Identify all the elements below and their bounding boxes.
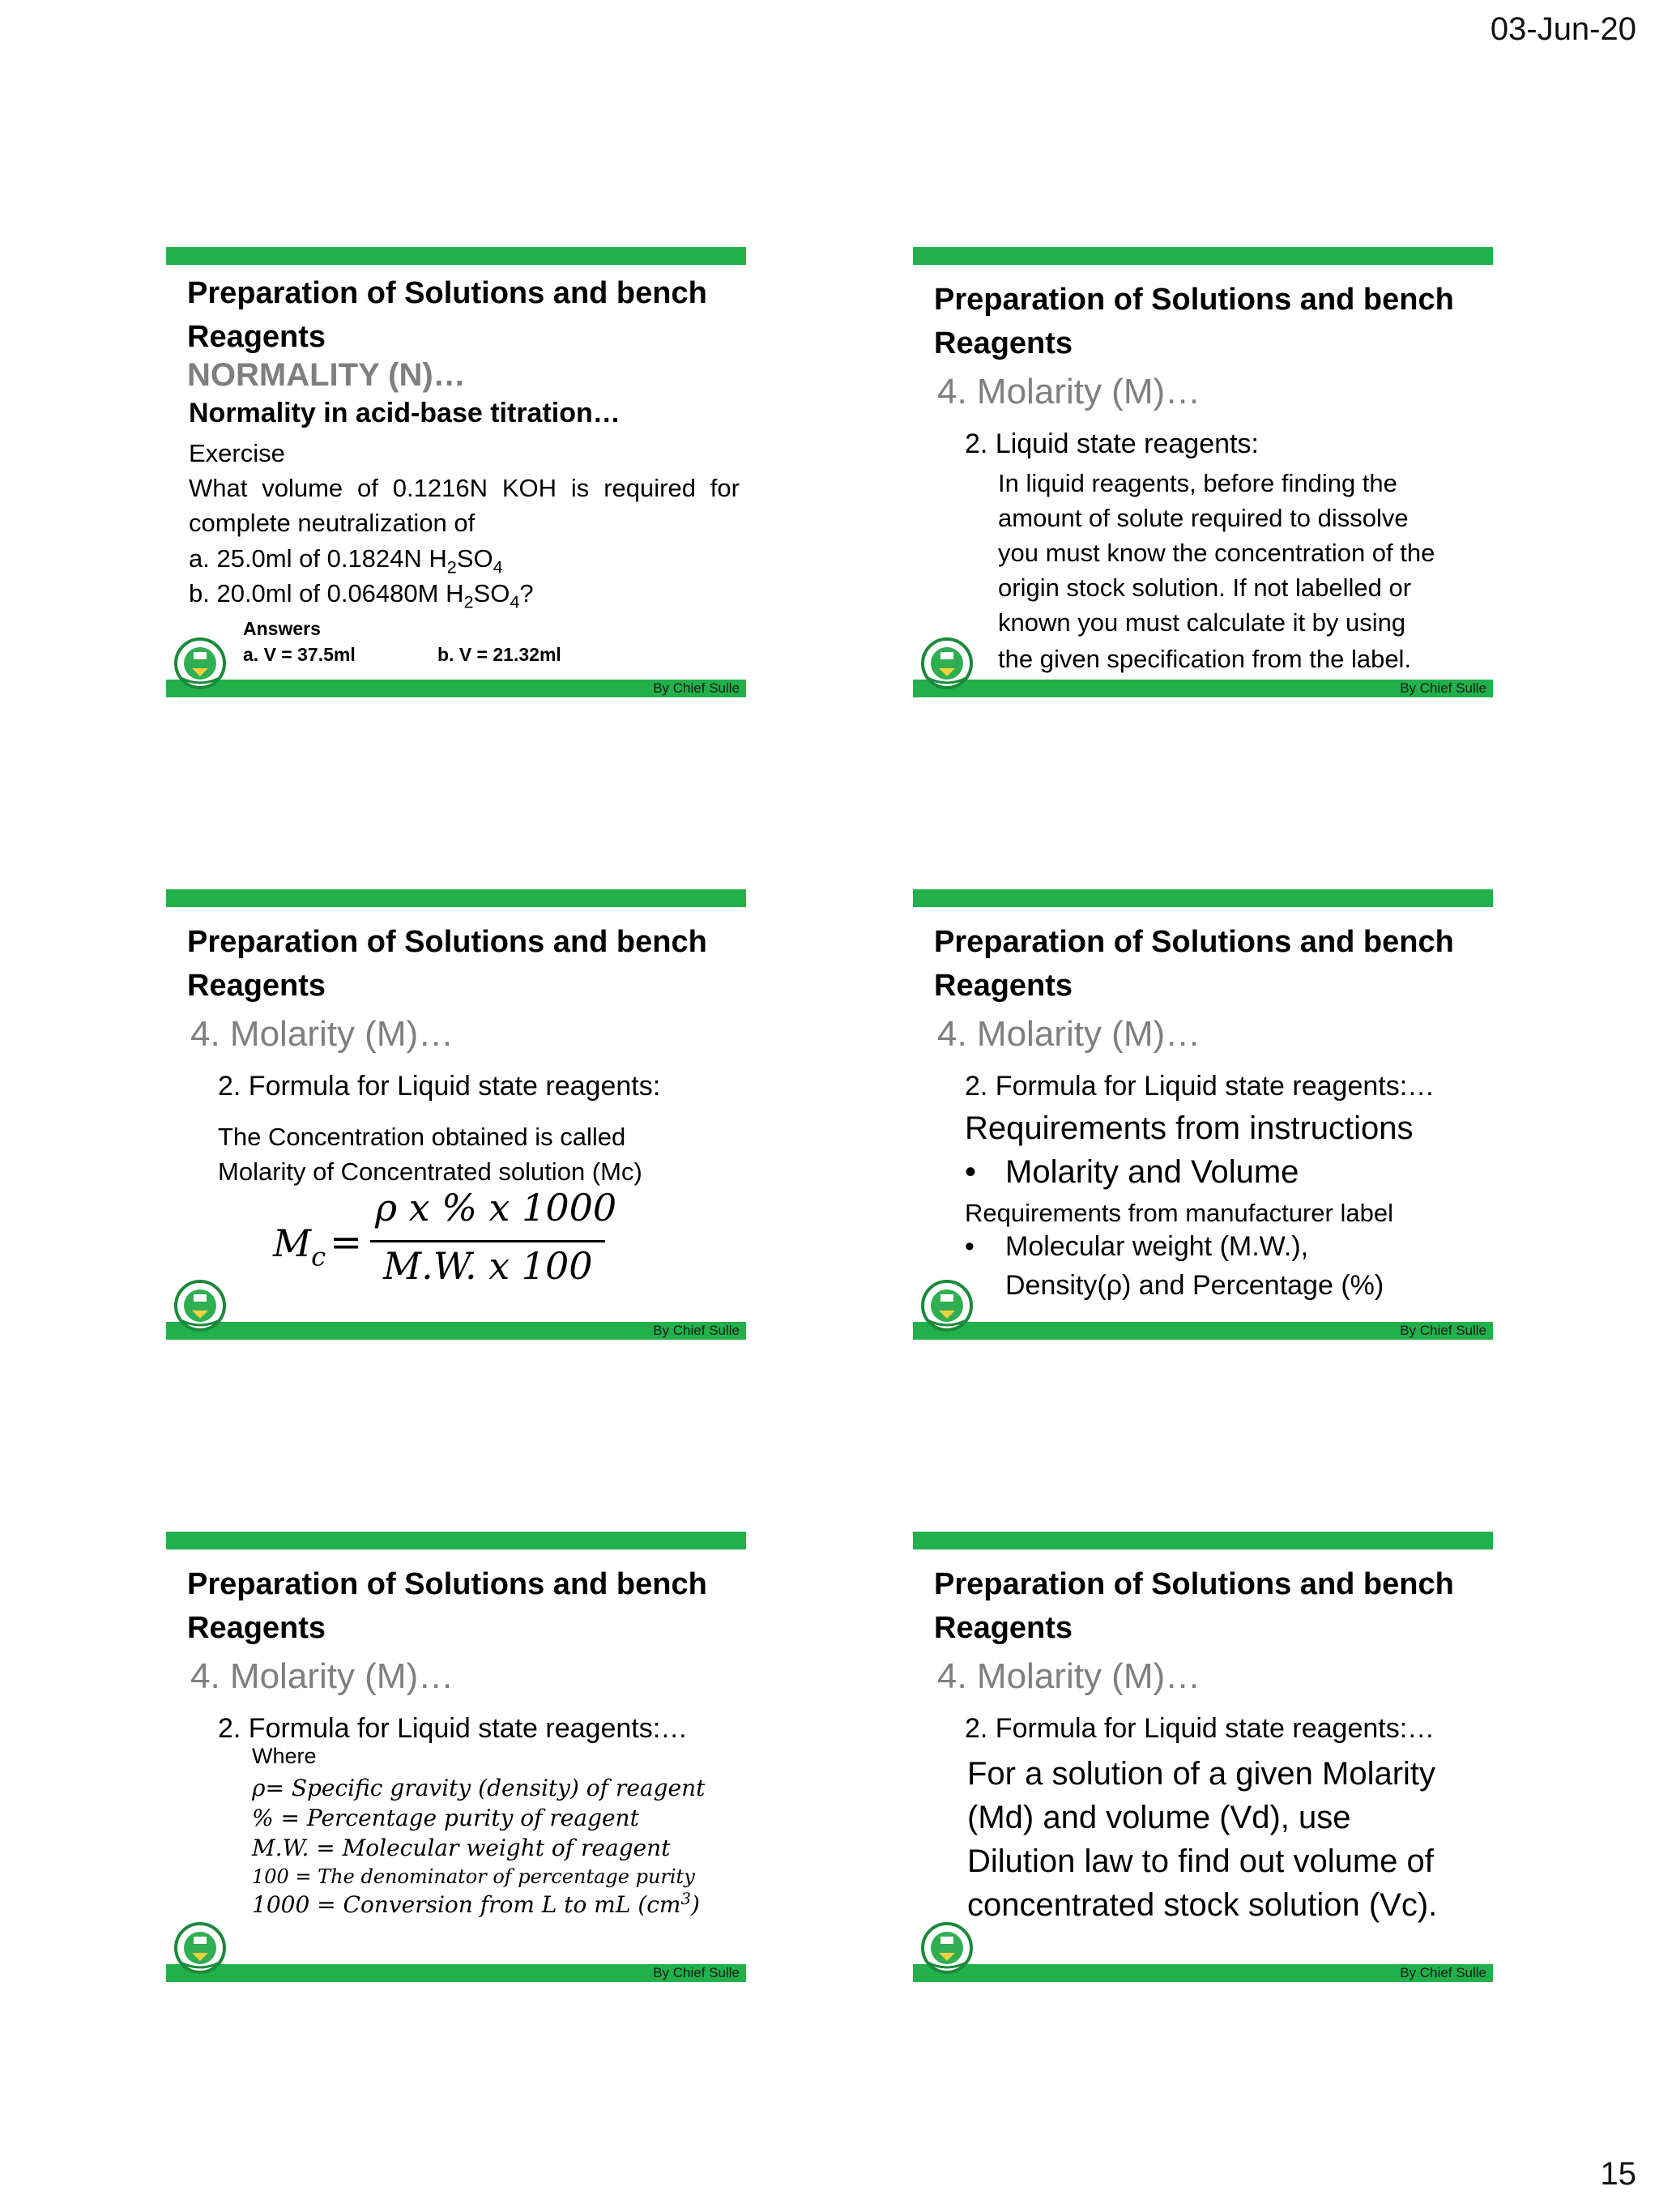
university-crest-icon bbox=[174, 1922, 226, 1974]
byline: By Chief Sulle bbox=[1400, 1323, 1486, 1338]
slide-subtitle: 4. Molarity (M)… bbox=[937, 1014, 1201, 1054]
slide-liquid-reagents bbox=[913, 247, 1493, 697]
liquid-line-6: the given specification from the label. bbox=[998, 645, 1412, 673]
bullet-dot-icon: • bbox=[965, 1231, 975, 1262]
definition-percentage: % = Percentage purity of reagent bbox=[252, 1805, 639, 1831]
slide-point: 2. Formula for Liquid state reagents: bbox=[218, 1071, 661, 1102]
university-crest-icon bbox=[921, 637, 973, 689]
slide-bottom-bar bbox=[166, 680, 746, 697]
answer-b: b. V = 21.32ml bbox=[437, 644, 561, 665]
liquid-line-1: In liquid reagents, before finding the bbox=[998, 469, 1397, 497]
slide-top-bar bbox=[166, 889, 746, 907]
slide-top-bar bbox=[166, 1532, 746, 1549]
byline: By Chief Sulle bbox=[1400, 680, 1486, 696]
exercise-question: What volume of 0.1216N KOH is required for complete neutralization of bbox=[189, 474, 740, 537]
slide-point: 2. Formula for Liquid state reagents:… bbox=[965, 1713, 1435, 1744]
university-crest-icon bbox=[174, 637, 226, 689]
dilution-line-2: (Md) and volume (Vd), use bbox=[967, 1800, 1351, 1835]
bullet-dot-icon: • bbox=[965, 1154, 977, 1190]
university-crest-icon bbox=[921, 1922, 973, 1974]
slide-point: 2. Liquid state reagents: bbox=[965, 428, 1259, 459]
byline: By Chief Sulle bbox=[653, 1965, 740, 1980]
slide-title: Preparation of Solutions and bench Reagents bbox=[187, 1567, 707, 1645]
dilution-line-1: For a solution of a given Molarity bbox=[967, 1756, 1436, 1792]
slide-title: Preparation of Solutions and bench Reagents bbox=[934, 925, 1454, 1003]
slide-bottom-bar bbox=[166, 1322, 746, 1340]
definition-denominator: 100 = The denominator of percentage purity bbox=[252, 1865, 695, 1888]
slide-bottom-bar bbox=[913, 1322, 1493, 1340]
page-date: 03-Jun-20 bbox=[1490, 11, 1636, 47]
slide-title: Preparation of Solutions and bench Reagents bbox=[934, 1567, 1454, 1645]
answer-a: a. V = 37.5ml bbox=[243, 644, 356, 665]
slide-requirements bbox=[913, 889, 1493, 1340]
bullet-item-2: • Molecular weight (M.W.), bbox=[965, 1228, 1308, 1265]
liquid-line-4: origin stock solution. If not labelled or bbox=[998, 573, 1412, 602]
liquid-line-3: you must know the concentration of the bbox=[998, 539, 1435, 567]
slide-title: Preparation of Solutions and bench Reagents bbox=[187, 276, 707, 354]
slide-title: Preparation of Solutions and bench Reagents bbox=[934, 283, 1454, 360]
university-crest-icon bbox=[921, 1280, 973, 1332]
slide-dilution-law bbox=[913, 1532, 1493, 1982]
slide-subtitle: 4. Molarity (M)… bbox=[937, 372, 1201, 411]
answers-label: Answers bbox=[243, 618, 321, 639]
formula-equals: = bbox=[330, 1220, 363, 1265]
exercise-item-b: b. 20.0ml of 0.06480M $H_2SO_4$? bbox=[189, 579, 534, 612]
slide-definitions bbox=[166, 1532, 746, 1982]
dilution-line-4: concentrated stock solution (Vc). bbox=[967, 1887, 1438, 1923]
formula-desc-1: The Concentration obtained is called bbox=[218, 1123, 626, 1151]
slide-top-bar bbox=[913, 1532, 1493, 1549]
slide-point: 2. Formula for Liquid state reagents:… bbox=[218, 1713, 689, 1744]
slide-subtitle: 4. Molarity (M)… bbox=[190, 1656, 454, 1696]
slide-formula bbox=[166, 889, 746, 1340]
req-label: Requirements from manufacturer label bbox=[965, 1199, 1393, 1227]
formula-denominator: M.W. x 100 bbox=[383, 1244, 593, 1288]
req-instructions: Requirements from instructions bbox=[965, 1110, 1414, 1146]
slide-heading: Normality in acid-base titration… bbox=[189, 398, 621, 428]
slide-subtitle: 4. Molarity (M)… bbox=[190, 1014, 454, 1054]
slide-title: Preparation of Solutions and bench Reagents bbox=[187, 925, 707, 1003]
slide-normality-exercise bbox=[166, 247, 746, 697]
byline: By Chief Sulle bbox=[653, 1323, 740, 1338]
definition-molecular-weight: M.W. = Molecular weight of reagent bbox=[252, 1835, 671, 1861]
byline: By Chief Sulle bbox=[1400, 1965, 1486, 1980]
formula-numerator: ρ x % x 1000 bbox=[375, 1186, 617, 1230]
definition-conversion: 1000 = Conversion from L to mL $(cm^3)$ bbox=[252, 1890, 700, 1918]
definition-density: ρ= Specific gravity (density) of reagent bbox=[252, 1775, 706, 1801]
slide-top-bar bbox=[166, 247, 746, 265]
slide-bottom-bar bbox=[166, 1964, 746, 1982]
slide-top-bar bbox=[913, 889, 1493, 907]
university-crest-icon bbox=[174, 1280, 226, 1332]
exercise-item-a: a. 25.0ml of 0.1824N $H_2SO_4$ bbox=[189, 544, 503, 578]
slide-subtitle: 4. Molarity (M)… bbox=[937, 1656, 1201, 1696]
liquid-line-5: known you must calculate it by using bbox=[998, 608, 1406, 637]
formula-fraction-bar bbox=[370, 1240, 605, 1242]
formula-lhs: $M_c$ bbox=[273, 1221, 326, 1272]
dilution-line-3: Dilution law to find out volume of bbox=[967, 1843, 1434, 1879]
where-label: Where bbox=[252, 1744, 317, 1768]
slide-bottom-bar bbox=[913, 1964, 1493, 1982]
bullet-item-1: • Molarity and Volume bbox=[965, 1150, 1299, 1194]
slide-bottom-bar bbox=[913, 680, 1493, 697]
byline: By Chief Sulle bbox=[653, 680, 740, 696]
slide-subtitle: NORMALITY (N)… bbox=[187, 357, 466, 393]
slide-point: 2. Formula for Liquid state reagents:… bbox=[965, 1071, 1435, 1102]
bullet-item-2-cont: Density(ρ) and Percentage (%) bbox=[1005, 1270, 1384, 1301]
exercise-label: Exercise bbox=[189, 439, 285, 467]
formula-desc-2: Molarity of Concentrated solution (Mc) bbox=[218, 1157, 642, 1186]
liquid-line-2: amount of solute required to dissolve bbox=[998, 504, 1409, 532]
slide-top-bar bbox=[913, 247, 1493, 265]
page-number: 15 bbox=[1600, 2156, 1636, 2192]
